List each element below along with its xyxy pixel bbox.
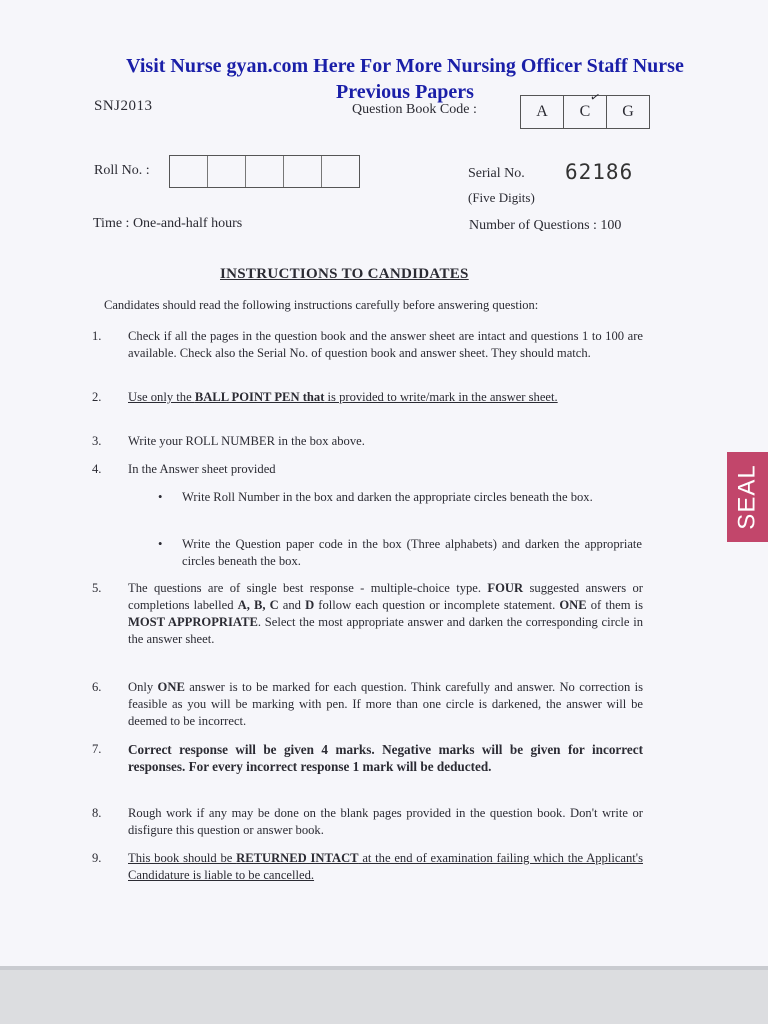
text-part: at the end of examination failing which the Applicant's Candidature is liable to be cancelled. bbox=[128, 851, 643, 882]
instructions-title: INSTRUCTIONS TO CANDIDATES bbox=[220, 266, 469, 282]
item-number: 5. bbox=[92, 581, 102, 595]
serial-number: 62186 bbox=[565, 160, 634, 184]
number-of-questions: Number of Questions : 100 bbox=[469, 218, 622, 233]
serial-label: Serial No. bbox=[468, 166, 525, 181]
item-number: 1. bbox=[92, 329, 102, 343]
text-part-bold: MOST APPROPRIATE bbox=[128, 615, 258, 629]
item-text bbox=[128, 580, 643, 648]
item-text bbox=[128, 850, 643, 884]
promo-line-2: Previous Papers bbox=[336, 81, 474, 103]
text-part: and bbox=[278, 598, 306, 612]
roll-number-boxes bbox=[169, 155, 360, 188]
bottom-background-strip bbox=[0, 970, 768, 1024]
item-number: 4. bbox=[92, 462, 102, 476]
text-part-bold: RETURNED INTACT bbox=[236, 851, 359, 865]
item-number: 2. bbox=[92, 390, 102, 404]
item-number: 8. bbox=[92, 806, 102, 820]
text-part: is provided to write/mark in the answer sheet. bbox=[324, 390, 558, 404]
promo-line-1: Visit Nurse gyan.com Here For More Nursing Officer Staff Nurse bbox=[126, 55, 684, 77]
item-number: 3. bbox=[92, 434, 102, 448]
subitem-text: Write Roll Number in the box and darken the appropriate circles beneath the box. bbox=[182, 490, 593, 504]
text-part: . Select the most appropriate answer and darken the corresponding circle in the answer sheet. bbox=[128, 615, 643, 646]
text-part-bold: ONE bbox=[157, 680, 185, 694]
text-part: The questions are of single best response - multiple-choice type. bbox=[128, 581, 488, 595]
question-book-code-boxes bbox=[520, 95, 650, 129]
text-part: follow each question or incomplete statement. bbox=[314, 598, 560, 612]
seal-tab bbox=[727, 452, 768, 542]
instructions-intro: Candidates should read the following instructions carefully before answering question: bbox=[104, 298, 539, 312]
item-number: 7. bbox=[92, 742, 102, 756]
tick-mark-icon: ✓ bbox=[588, 88, 602, 106]
text-part: Use only the bbox=[128, 390, 195, 404]
code-box-1: A bbox=[521, 96, 564, 128]
roll-box bbox=[208, 156, 246, 187]
item-text bbox=[128, 389, 643, 406]
text-part: This book should be bbox=[128, 851, 237, 865]
text-part-bold: BALL POINT PEN that bbox=[194, 390, 325, 404]
text-part: suggested answers or completions labelled bbox=[128, 581, 644, 612]
text-part: of them is bbox=[586, 598, 643, 612]
item-text: Correct response will be given 4 marks. Negative marks will be given for incorrect responses. For every incorrect response 1 mark will be deducted. bbox=[128, 742, 643, 774]
roll-box bbox=[170, 156, 208, 187]
roll-number-label: Roll No. : bbox=[94, 163, 150, 178]
exam-time: Time : One-and-half hours bbox=[93, 216, 243, 231]
item-number: 6. bbox=[92, 680, 102, 694]
paper-code: SNJ2013 bbox=[94, 98, 153, 114]
item-text: Check if all the pages in the question book and the answer sheet are intact and questions 1 to 100 are available. Check also the Serial No. of question book and answer sheet. They should match. bbox=[128, 329, 643, 360]
item-text bbox=[128, 679, 643, 730]
bullet-icon: • bbox=[158, 537, 163, 551]
bullet-icon: • bbox=[158, 490, 163, 504]
code-box-3: G bbox=[622, 103, 634, 120]
text-part: Only bbox=[128, 680, 158, 694]
seal-label: SEAL bbox=[733, 464, 761, 530]
text-part-bold: D bbox=[305, 598, 315, 612]
text-part-bold: FOUR bbox=[487, 581, 524, 595]
text-part-bold: ONE bbox=[559, 598, 587, 612]
text-part-bold: A, B, C bbox=[237, 598, 279, 612]
subitem-text: Write the Question paper code in the box (Three alphabets) and darken the appropriate circles beneath the box. bbox=[182, 537, 642, 568]
roll-box bbox=[284, 156, 322, 187]
roll-box bbox=[246, 156, 284, 187]
roll-box bbox=[322, 156, 359, 187]
text-part: answer is to be marked for each question. Think carefully and answer. No correction is feasible as you will be marking with pen. If more than one circle is darkened, the answer will be deemed to be incorrect. bbox=[128, 680, 643, 728]
item-text: Write your ROLL NUMBER in the box above. bbox=[128, 434, 365, 448]
item-number: 9. bbox=[92, 851, 102, 865]
serial-note: (Five Digits) bbox=[468, 190, 535, 205]
code-box-2: C bbox=[564, 96, 607, 128]
item-text: In the Answer sheet provided bbox=[128, 462, 276, 476]
question-book-label: Question Book Code : bbox=[352, 102, 477, 117]
item-text: Rough work if any may be done on the blank pages provided in the question book. Don't write or disfigure this question or answer book. bbox=[128, 806, 643, 837]
